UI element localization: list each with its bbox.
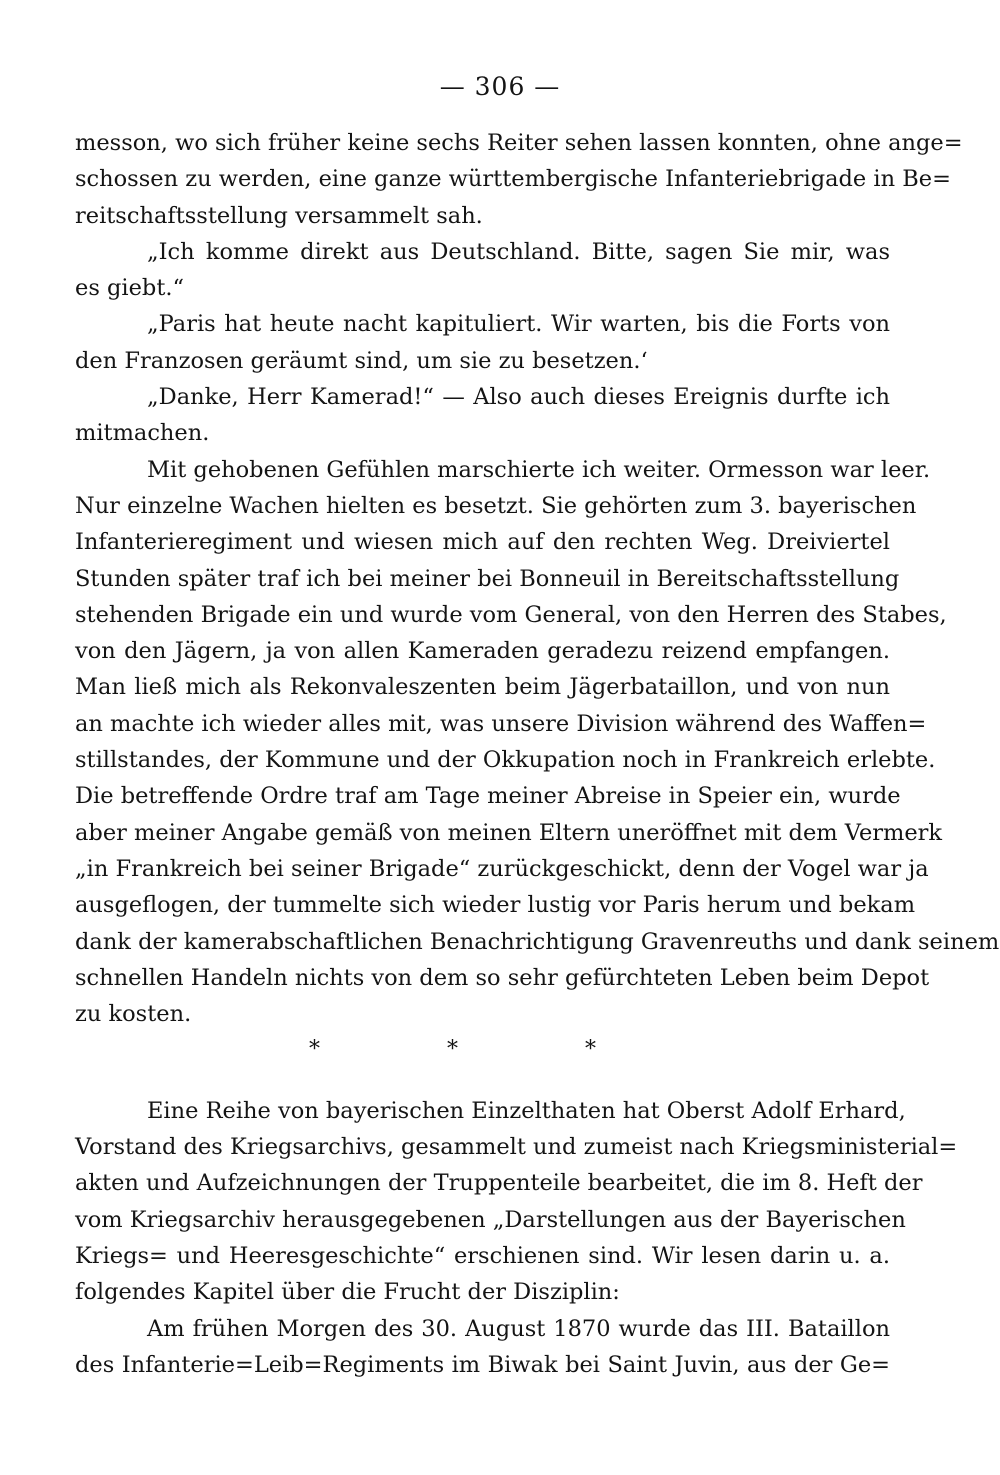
text-line: von den Jägern, ja von allen Kameraden geradezu reizend empfangen. (75, 638, 890, 665)
text-line (75, 1069, 890, 1093)
text-line: „Paris hat heute nacht kapituliert. Wir warten, bis die Forts von (147, 311, 890, 338)
text-line: messon, wo sich früher keine sechs Reiter sehen lassen konnten, ohne ange= (75, 130, 963, 156)
text-line: mitmachen. (75, 420, 210, 447)
text-line: aber meiner Angabe gemäß von meinen Eltern uneröffnet mit dem Vermerk (75, 819, 943, 846)
text-line: Infanterieregiment und wiesen mich auf den rechten Weg. Dreiviertel (75, 529, 890, 556)
body-text (75, 125, 1000, 1383)
text-line: reitschaftsstellung versammelt sah. (75, 202, 483, 229)
text-line: folgendes Kapitel über die Frucht der Disziplin: (75, 1279, 620, 1306)
text-line: stillstandes, der Kommune und der Okkupation noch in Frankreich erlebte. (75, 747, 936, 774)
text-line: „Danke, Herr Kamerad!“ — Also auch dieses Ereignis durfte ich (147, 384, 890, 411)
text-line: „in Frankreich bei seiner Brigade“ zurückgeschickt, denn der Vogel war ja (75, 855, 929, 882)
text-line: „Ich komme direkt aus Deutschland. Bitte, sagen Sie mir, was (147, 238, 890, 265)
text-line: Stunden später traf ich bei meiner bei Bonneuil in Bereitschaftsstellung (75, 565, 900, 592)
text-line: vom Kriegsarchiv herausgegebenen „Darstellungen aus der Bayerischen (75, 1206, 906, 1233)
text-line: Eine Reihe von bayerischen Einzelthaten hat Oberst Adolf Erhard, (147, 1097, 906, 1124)
text-line: Vorstand des Kriegsarchivs, gesammelt und zumeist nach Kriegsministerial= (75, 1134, 958, 1161)
page-number: — 306 — (439, 72, 561, 101)
text-line: den Franzosen geräumt sind, um sie zu besetzen.‘ (75, 347, 648, 374)
text-line: Die betreffende Ordre traf am Tage meiner Abreise in Speier ein, wurde (75, 783, 901, 810)
text-line: Am frühen Morgen des 30. August 1870 wurde das III. Bataillon (147, 1315, 890, 1342)
section-divider: * * * (309, 1037, 656, 1063)
text-line: Nur einzelne Wachen hielten es besetzt. Sie gehörten zum 3. bayerischen (75, 492, 917, 519)
text-line: schossen zu werden, eine ganze württembergische Infanteriebrigade in Be= (75, 166, 951, 193)
text-line: ausgeflogen, der tummelte sich wieder lustig vor Paris herum und bekam (75, 892, 916, 919)
text-line: stehenden Brigade ein und wurde vom General, von den Herren des Stabes, (75, 601, 947, 628)
text-line: Mit gehobenen Gefühlen marschierte ich weiter. Ormesson war leer. (147, 456, 931, 483)
text-line: schnellen Handeln nichts von dem so sehr gefürchteten Leben beim Depot (75, 964, 930, 991)
text-line: dank der kamerabschaftlichen Benachrichtigung Gravenreuths und dank seinem (75, 928, 1000, 955)
text-line: Man ließ mich als Rekonvaleszenten beim Jägerbataillon, und von nun (75, 674, 890, 701)
text-line: akten und Aufzeichnungen der Truppenteile bearbeitet, die im 8. Heft der (75, 1170, 923, 1197)
text-line: es giebt.“ (75, 275, 185, 302)
text-line: des Infanterie=Leib=Regiments im Biwak bei Saint Juvin, aus der Ge= (75, 1351, 890, 1378)
text-line: an machte ich wieder alles mit, was unsere Division während des Waffen= (75, 710, 927, 737)
text-line: zu kosten. (75, 1001, 192, 1028)
text-line: Kriegs= und Heeresgeschichte“ erschienen sind. Wir lesen darin u. a. (75, 1242, 890, 1269)
